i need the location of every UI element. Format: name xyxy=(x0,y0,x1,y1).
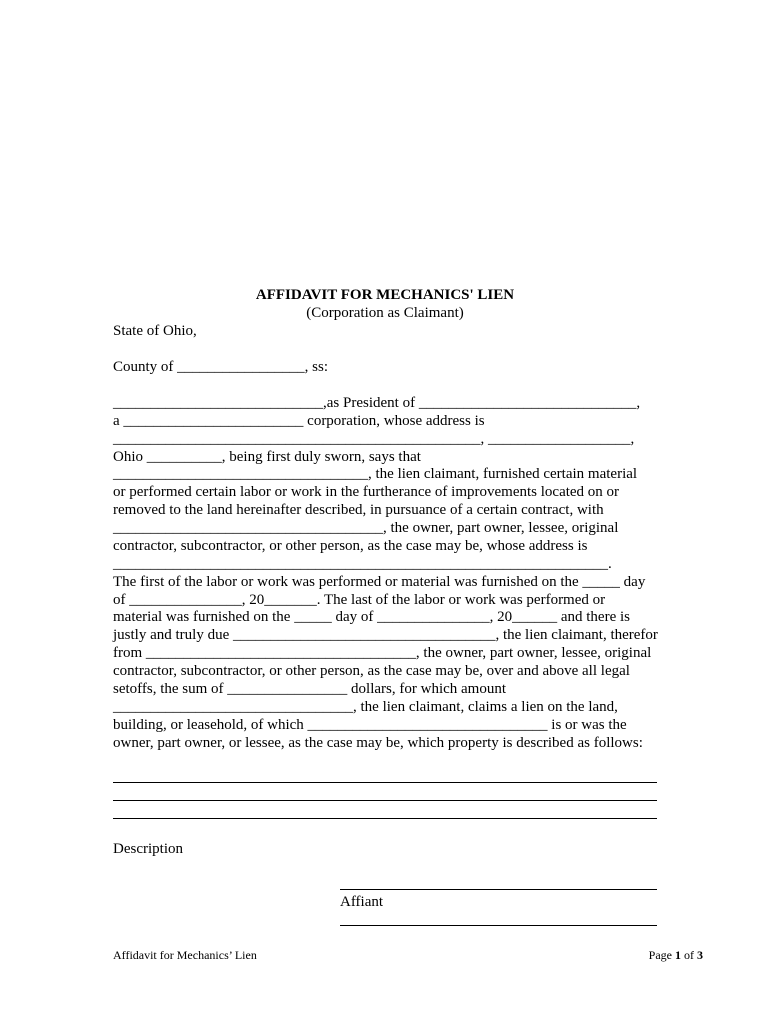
description-label: Description xyxy=(113,841,183,857)
body-line: owner, part owner, or lessee, as the case may be, which property is described as follows: xyxy=(113,735,643,751)
body-line: or performed certain labor or work in the furtherance of improvements located on or xyxy=(113,484,620,500)
page-total: 3 xyxy=(697,948,703,962)
document-title: AFFIDAVIT FOR MECHANICS' LIEN xyxy=(255,287,515,303)
page-number xyxy=(649,948,703,962)
description-rule xyxy=(113,782,657,783)
footer-title: Affidavit for Mechanics’ Lien xyxy=(113,948,257,962)
document-subtitle: (Corporation as Claimant) xyxy=(306,305,464,321)
page-current: 1 xyxy=(675,948,681,962)
body-line: __________________________________________________________________. xyxy=(113,556,612,572)
description-rule xyxy=(113,800,657,801)
body-line: _________________________________________________, ___________________, xyxy=(113,431,635,447)
body-line: Ohio __________, being first duly sworn, says that xyxy=(113,449,421,465)
affiant-signature-rule xyxy=(340,889,657,890)
affiant-lower-rule xyxy=(340,925,657,926)
body-line: from ____________________________________, the owner, part owner, lessee, original xyxy=(113,645,652,661)
body-line: contractor, subcontractor, or other person, as the case may be, over and above all legal xyxy=(113,663,630,679)
body-line: building, or leasehold, of which ________________________________ is or was the xyxy=(113,717,627,733)
affiant-label: Affiant xyxy=(340,894,384,910)
description-rule xyxy=(113,818,657,819)
body-line: a ________________________ corporation, whose address is xyxy=(113,413,485,429)
state-line: State of Ohio, xyxy=(113,323,197,339)
body-line: ____________________________________, the owner, part owner, lessee, original xyxy=(113,520,619,536)
body-line: removed to the land hereinafter described, in pursuance of a certain contract, with xyxy=(113,502,604,518)
body-line: ________________________________, the lien claimant, claims a lien on the land, xyxy=(113,699,618,715)
body-line: of _______________, 20_______. The last of the labor or work was performed or xyxy=(113,592,606,608)
county-line: County of _________________, ss: xyxy=(113,359,329,375)
body-line: justly and truly due ___________________________________, the lien claimant, therefor xyxy=(113,627,658,643)
page-separator: of xyxy=(681,948,697,962)
body-line: The first of the labor or work was performed or material was furnished on the _____ day xyxy=(113,574,646,590)
body-line: setoffs, the sum of ________________ dollars, for which amount xyxy=(113,681,507,697)
body-line: contractor, subcontractor, or other person, as the case may be, whose address is xyxy=(113,538,588,554)
page-prefix: Page xyxy=(648,948,675,962)
body-line: material was furnished on the _____ day of _______________, 20______ and there is xyxy=(113,609,630,625)
body-line: __________________________________, the lien claimant, furnished certain material xyxy=(113,466,638,482)
body-line: ____________________________,as President of _____________________________, xyxy=(113,395,641,411)
